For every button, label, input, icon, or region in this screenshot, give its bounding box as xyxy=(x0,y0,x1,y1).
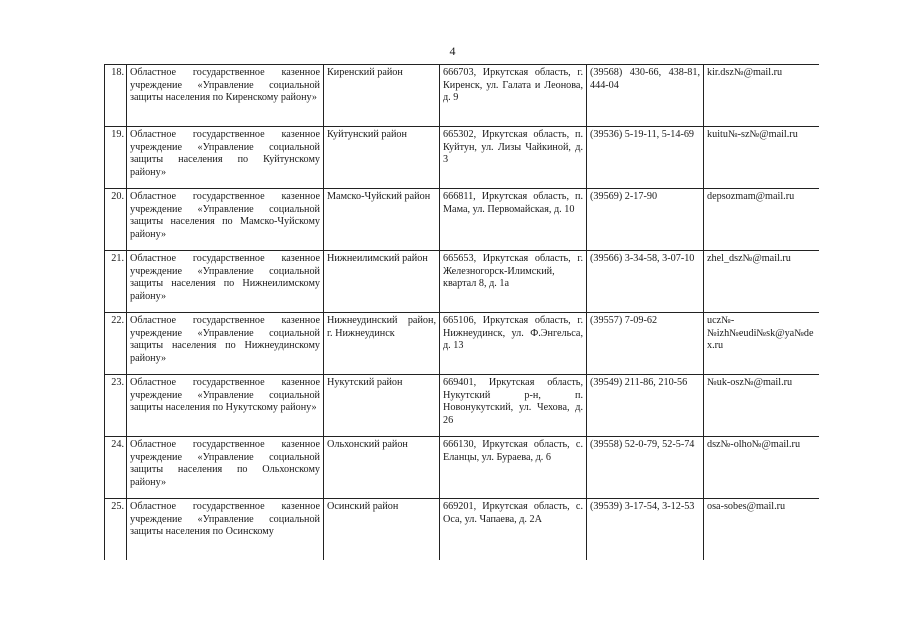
postal-address: 665302, Иркутская область, п. Куйтун, ул. Лизы Чайкиной, д. 3 xyxy=(440,127,587,189)
district-name: Нижнеудинский район, г. Нижнеудинск xyxy=(324,313,440,375)
email-address: dsz№-olho№@mail.ru xyxy=(704,437,820,499)
row-number: 21. xyxy=(105,251,127,313)
phone-numbers: (39539) 3-17-54, 3-12-53 xyxy=(587,499,704,561)
email-address: №uk-osz№@mail.ru xyxy=(704,375,820,437)
row-number: 25. xyxy=(105,499,127,561)
district-name: Мамско-Чуйский район xyxy=(324,189,440,251)
institution-name: Областное государственное казенное учреждение «Управление социальной защиты населения по Киренскому району» xyxy=(127,65,324,127)
institution-name: Областное государственное казенное учреждение «Управление социальной защиты населения по Нижнеудинскому району» xyxy=(127,313,324,375)
table-row xyxy=(105,313,820,375)
postal-address: 665106, Иркутская область, г. Нижнеудинск, ул. Ф.Энгельса, д. 13 xyxy=(440,313,587,375)
email-address: kir.dsz№@mail.ru xyxy=(704,65,820,127)
institutions-table xyxy=(104,64,819,560)
table-row xyxy=(105,189,820,251)
institution-name: Областное государственное казенное учреждение «Управление социальной защиты населения по Осинскому xyxy=(127,499,324,561)
row-number: 24. xyxy=(105,437,127,499)
table-row xyxy=(105,251,820,313)
postal-address: 669401, Иркутская область, Нукутский р-н, п. Новонукутский, ул. Чехова, д. 26 xyxy=(440,375,587,437)
district-name: Нижнеилимский район xyxy=(324,251,440,313)
institutions-table-container xyxy=(104,64,819,560)
institution-name: Областное государственное казенное учреждение «Управление социальной защиты населения по Нукутскому району» xyxy=(127,375,324,437)
table-row xyxy=(105,127,820,189)
page-number: 4 xyxy=(449,44,456,58)
email-address: osa-sobes@mail.ru xyxy=(704,499,820,561)
table-row xyxy=(105,375,820,437)
district-name: Нукутский район xyxy=(324,375,440,437)
phone-numbers: (39557) 7-09-62 xyxy=(587,313,704,375)
table-row xyxy=(105,65,820,127)
postal-address: 666811, Иркутская область, п. Мама, ул. Первомайская, д. 10 xyxy=(440,189,587,251)
institution-name: Областное государственное казенное учреждение «Управление социальной защиты населения по Мамско-Чуйскому району» xyxy=(127,189,324,251)
phone-numbers: (39569) 2-17-90 xyxy=(587,189,704,251)
institution-name: Областное государственное казенное учреждение «Управление социальной защиты населения по Ольхонскому району» xyxy=(127,437,324,499)
phone-numbers: (39549) 211-86, 210-56 xyxy=(587,375,704,437)
row-number: 19. xyxy=(105,127,127,189)
row-number: 22. xyxy=(105,313,127,375)
district-name: Ольхонский район xyxy=(324,437,440,499)
postal-address: 669201, Иркутская область, с. Оса, ул. Чапаева, д. 2А xyxy=(440,499,587,561)
phone-numbers: (39568) 430-66, 438-81, 444-04 xyxy=(587,65,704,127)
postal-address: 665653, Иркутская область, г. Железногорск-Илимский, квартал 8, д. 1а xyxy=(440,251,587,313)
phone-numbers: (39566) 3-34-58, 3-07-10 xyxy=(587,251,704,313)
email-address: zhel_dsz№@mail.ru xyxy=(704,251,820,313)
email-address: depsozmam@mail.ru xyxy=(704,189,820,251)
row-number: 20. xyxy=(105,189,127,251)
table-row xyxy=(105,499,820,561)
email-address: ucz№-№izh№eudi№sk@ya№dex.ru xyxy=(704,313,820,375)
email-address: kuitu№-sz№@mail.ru xyxy=(704,127,820,189)
district-name: Осинский район xyxy=(324,499,440,561)
table-row xyxy=(105,437,820,499)
institution-name: Областное государственное казенное учреждение «Управление социальной защиты населения по Куйтунскому району» xyxy=(127,127,324,189)
row-number: 23. xyxy=(105,375,127,437)
phone-numbers: (39558) 52-0-79, 52-5-74 xyxy=(587,437,704,499)
phone-numbers: (39536) 5-19-11, 5-14-69 xyxy=(587,127,704,189)
district-name: Куйтунский район xyxy=(324,127,440,189)
institution-name: Областное государственное казенное учреждение «Управление социальной защиты населения по Нижнеилимскому району» xyxy=(127,251,324,313)
row-number: 18. xyxy=(105,65,127,127)
district-name: Киренский район xyxy=(324,65,440,127)
postal-address: 666130, Иркутская область, с. Еланцы, ул. Бураева, д. 6 xyxy=(440,437,587,499)
postal-address: 666703, Иркутская область, г. Киренск, ул. Галата и Леонова, д. 9 xyxy=(440,65,587,127)
